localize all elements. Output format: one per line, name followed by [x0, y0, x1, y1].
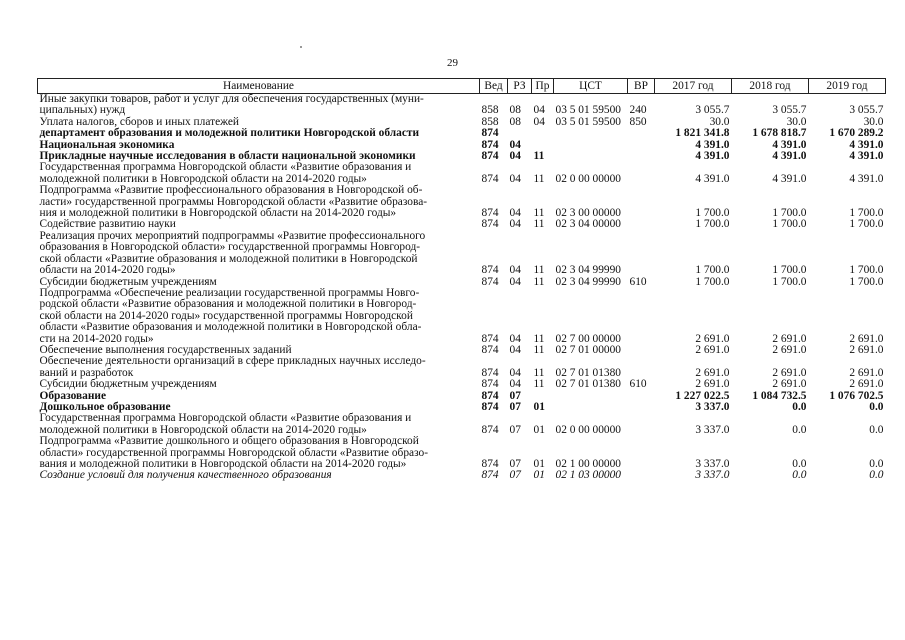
row-value-2019: 3 055.7: [849, 104, 884, 117]
row-pr: 01: [533, 458, 545, 470]
row-value-2018: 2 691.0: [772, 343, 807, 356]
row-rz: 04: [509, 207, 521, 220]
row-pr: 11: [533, 275, 545, 288]
row-rz: 04: [509, 150, 521, 163]
row-rz: 04: [509, 264, 521, 277]
row-value-2019: 2 691.0: [849, 366, 884, 379]
row-rz: 08: [509, 104, 521, 117]
row-ved: 874: [481, 458, 499, 470]
row-name: Подпрограмма «Обеспечение реализации государственной программы Новго- родской области «Развитие образования и молодежной политики в Новгород- ской области на 2014-2020 годы» государственной программы Новгородской области «Развитие образования и молодежной политики в Новгородской обла- сти на 2014-2020 годы»: [39, 286, 422, 345]
row-ved: 874: [481, 389, 499, 402]
row-ved: 874: [481, 378, 499, 391]
row-pr: 04: [533, 115, 545, 128]
row-value-2019: 4 391.0: [849, 150, 884, 163]
row-pr: 11: [533, 366, 545, 379]
row-value-2019: 1 700.0: [849, 218, 884, 231]
row-cst: 02 7 01 01380: [555, 366, 621, 379]
row-vr: 610: [629, 378, 647, 391]
row-pr: 01: [533, 423, 545, 436]
row-name: Прикладные научные исследования в области национальной экономики: [39, 150, 416, 163]
table-body: [38, 94, 886, 482]
table-row: [38, 356, 886, 379]
row-ved: 874: [481, 172, 499, 185]
row-value-2019: 4 391.0: [849, 138, 884, 151]
row-value-2019: 2 691.0: [849, 343, 884, 356]
row-vr: [628, 470, 655, 481]
table-row: [38, 231, 886, 277]
row-cst: 02 0 00 00000: [555, 423, 621, 436]
row-value-2019: 2 691.0: [849, 378, 884, 391]
row-rz: 07: [509, 389, 521, 402]
table-row: [38, 379, 886, 390]
row-value-2018: 3 055.7: [772, 104, 807, 117]
row-value-2019: 0.0: [869, 423, 884, 436]
row-cst: [554, 391, 628, 402]
row-value-2017: 30.0: [709, 115, 730, 128]
row-pr: 11: [533, 218, 545, 231]
row-ved: 874: [481, 400, 499, 413]
row-value-2019: 2 691.0: [849, 332, 884, 345]
row-value-2018: 1 678 818.7: [752, 127, 807, 140]
row-vr: [628, 391, 655, 402]
row-pr: 01: [533, 400, 545, 413]
row-value-2019: 1 700.0: [849, 264, 884, 277]
row-name: Дошкольное образование: [39, 400, 171, 413]
row-ved: 874: [481, 264, 499, 277]
row-name: Государственная программа Новгородской области «Развитие образования и молодежной политики в Новгородской области на 2014-2020 годы»: [39, 161, 412, 185]
header-rz: РЗ: [508, 79, 532, 94]
row-value-2018: 1 084 732.5: [752, 389, 807, 402]
row-vr: [628, 162, 655, 185]
header-2019: 2019 год: [809, 79, 886, 94]
row-value-2017: 1 227 022.5: [675, 389, 730, 402]
row-cst: 02 3 04 00000: [555, 218, 621, 231]
row-vr: [628, 413, 655, 436]
scan-speck: [300, 46, 302, 48]
header-cst: ЦСТ: [554, 79, 628, 94]
row-ved: 874: [481, 332, 499, 345]
row-value-2017: 2 691.0: [695, 378, 730, 391]
row-rz: 04: [509, 218, 521, 231]
row-pr: 11: [533, 332, 545, 345]
row-value-2017: 2 691.0: [695, 343, 730, 356]
row-ved: 874: [481, 366, 499, 379]
row-vr: [628, 128, 655, 139]
row-value-2017: 1 700.0: [695, 275, 730, 288]
row-ved: 858: [481, 104, 499, 117]
row-ved: 858: [481, 115, 499, 128]
row-cst: 03 5 01 59500: [555, 115, 621, 128]
row-value-2019: 1 700.0: [849, 207, 884, 220]
row-pr: 11: [533, 172, 545, 185]
row-name: Обеспечение выполнения государственных заданий: [39, 343, 292, 356]
row-name: Реализация прочих мероприятий подпрограммы «Развитие профессионального образования в Новгородской области» государственной программы Новгород- ской области «Развитие образования и молодежной политики в Новгородской области на 2014-2020 годы»: [39, 229, 426, 277]
row-value-2017: 1 700.0: [695, 264, 730, 277]
row-ved: 874: [481, 218, 499, 231]
row-name: Национальная экономика: [39, 138, 175, 151]
row-value-2017: 2 691.0: [695, 332, 730, 345]
row-vr: [628, 151, 655, 162]
row-value-2017: 3 337.0: [695, 458, 730, 470]
row-value-2018: 0.0: [792, 469, 807, 482]
row-ved: 874: [481, 138, 499, 151]
row-rz: 04: [509, 343, 521, 356]
row-value-2017: 3 055.7: [695, 104, 730, 117]
row-vr: [628, 356, 655, 379]
row-cst: 02 1 00 00000: [555, 458, 621, 470]
row-rz: 04: [509, 332, 521, 345]
row-value-2019: 1 700.0: [849, 275, 884, 288]
row-value-2017: 2 691.0: [695, 366, 730, 379]
row-value-2017: 3 337.0: [695, 469, 730, 482]
row-value-2018: 1 700.0: [772, 218, 807, 231]
table-row: [38, 94, 886, 117]
row-ved: 874: [481, 275, 499, 288]
row-value-2017: 4 391.0: [695, 172, 730, 185]
header-vr: ВР: [628, 79, 655, 94]
row-value-2017: 1 700.0: [695, 207, 730, 220]
row-name: Субсидии бюджетным учреждениям: [39, 275, 217, 288]
row-pr: 11: [533, 150, 545, 163]
row-value-2019: 0.0: [869, 469, 884, 482]
row-pr: 04: [533, 104, 545, 117]
row-name: Государственная программа Новгородской области «Развитие образования и молодежной политики в Новгородской области на 2014-2020 годы»: [39, 412, 412, 436]
row-cst: 03 5 01 59500: [555, 104, 621, 117]
row-ved: 874: [481, 127, 499, 140]
header-2018: 2018 год: [732, 79, 809, 94]
row-name: Уплата налогов, сборов и иных платежей: [39, 115, 239, 128]
row-vr: [628, 345, 655, 356]
row-cst: 02 7 01 00000: [555, 343, 621, 356]
header-2017: 2017 год: [655, 79, 732, 94]
row-cst: [554, 128, 628, 139]
row-value-2018: 0.0: [792, 458, 807, 470]
row-value-2019: 1 670 289.2: [829, 127, 884, 140]
row-rz: 04: [509, 378, 521, 391]
row-cst: [554, 140, 628, 151]
row-ved: 874: [481, 207, 499, 220]
row-value-2019: 30.0: [863, 115, 884, 128]
row-vr: 610: [629, 275, 647, 288]
table-row: [38, 413, 886, 436]
row-value-2019: 0.0: [869, 458, 884, 470]
table-header-row: [38, 79, 886, 94]
row-name: Субсидии бюджетным учреждениям: [39, 378, 217, 391]
row-cst: 02 3 04 99990: [555, 264, 621, 277]
page-number: 29: [447, 57, 458, 69]
row-rz: 08: [509, 115, 521, 128]
row-ved: 874: [481, 150, 499, 163]
row-rz: 07: [509, 423, 521, 436]
row-value-2017: 4 391.0: [695, 138, 730, 151]
row-cst: 02 7 00 00000: [555, 332, 621, 345]
row-ved: 874: [481, 469, 499, 482]
header-pr: Пр: [532, 79, 554, 94]
row-value-2018: 2 691.0: [772, 366, 807, 379]
header-name: Наименование: [38, 79, 480, 94]
row-cst: [554, 402, 628, 413]
row-vr: [628, 231, 655, 277]
row-value-2018: 1 700.0: [772, 275, 807, 288]
row-value-2018: 1 700.0: [772, 264, 807, 277]
row-vr: [628, 185, 655, 219]
row-value-2017: 4 391.0: [695, 150, 730, 163]
row-pr: 11: [533, 378, 545, 391]
row-vr: 850: [629, 115, 647, 128]
row-pr: 11: [533, 207, 545, 220]
row-pr: 11: [533, 264, 545, 277]
row-value-2018: 0.0: [792, 423, 807, 436]
row-name: Создание условий для получения качественного образования: [39, 469, 332, 482]
row-rz: 04: [509, 275, 521, 288]
row-name: Подпрограмма «Развитие дошкольного и общего образования в Новгородской области» государственной программы Новгородской области «Развитие образо- вания и молодежной политики в Новгородской области на 2014-2020 годы»: [39, 435, 428, 470]
row-cst: 02 7 01 01380: [555, 378, 621, 391]
row-value-2019: 4 391.0: [849, 172, 884, 185]
row-rz: 04: [509, 366, 521, 379]
row-name: Подпрограмма «Развитие профессионального образования в Новгородской об- ласти» государственной программы Новгородской области «Развитие образова- ния и молодежной политики в Новгородской области на 2014-2020 годы»: [39, 184, 428, 220]
row-ved: 874: [481, 423, 499, 436]
row-value-2018: 4 391.0: [772, 150, 807, 163]
row-value-2018: 2 691.0: [772, 378, 807, 391]
table-row: [38, 436, 886, 470]
budget-table: [37, 78, 886, 482]
row-value-2019: 1 076 702.5: [829, 389, 884, 402]
table-row: [38, 128, 886, 139]
row-pr: 01: [533, 469, 545, 482]
row-ved: 874: [481, 343, 499, 356]
row-cst: 02 0 00 00000: [555, 172, 621, 185]
row-cst: [554, 151, 628, 162]
row-vr: [628, 288, 655, 345]
row-value-2017: 1 821 341.8: [675, 127, 730, 140]
table-row: [38, 162, 886, 185]
row-value-2018: 1 700.0: [772, 207, 807, 220]
row-cst: 02 3 00 00000: [555, 207, 621, 220]
row-value-2018: 4 391.0: [772, 138, 807, 151]
row-value-2017: 1 700.0: [695, 218, 730, 231]
table-row: [38, 470, 886, 481]
row-vr: [628, 219, 655, 230]
row-value-2019: 0.0: [869, 400, 884, 413]
row-rz: 07: [509, 400, 521, 413]
row-vr: [628, 402, 655, 413]
row-name: Обеспечение деятельности организаций в сфере прикладных научных исследо- ваний и разработок: [39, 355, 426, 379]
row-vr: 240: [629, 104, 647, 117]
row-value-2018: 4 391.0: [772, 172, 807, 185]
row-vr: [628, 140, 655, 151]
row-cst: 02 3 04 99990: [555, 275, 621, 288]
table-row: [38, 185, 886, 219]
row-pr: 11: [533, 343, 545, 356]
table-row: [38, 288, 886, 345]
row-name: департамент образования и молодежной политики Новгородской области: [39, 127, 420, 140]
row-rz: 07: [509, 458, 521, 470]
row-value-2018: 0.0: [792, 400, 807, 413]
row-rz: 07: [509, 469, 521, 482]
row-rz: 04: [509, 172, 521, 185]
row-rz: [508, 128, 532, 139]
row-value-2017: 3 337.0: [695, 423, 730, 436]
row-name: Иные закупки товаров, работ и услуг для обеспечения государственных (муни- ципальных) нужд: [39, 93, 424, 117]
row-name: Образование: [39, 389, 107, 402]
row-pr: [532, 128, 554, 139]
row-value-2018: 2 691.0: [772, 332, 807, 345]
row-value-2018: 30.0: [786, 115, 807, 128]
header-ved: Вед: [480, 79, 508, 94]
row-cst: 02 1 03 00000: [555, 469, 621, 482]
row-rz: 04: [509, 138, 521, 151]
row-value-2017: 3 337.0: [695, 400, 730, 413]
row-name: Содействие развитию науки: [39, 218, 176, 231]
row-vr: [628, 436, 655, 470]
